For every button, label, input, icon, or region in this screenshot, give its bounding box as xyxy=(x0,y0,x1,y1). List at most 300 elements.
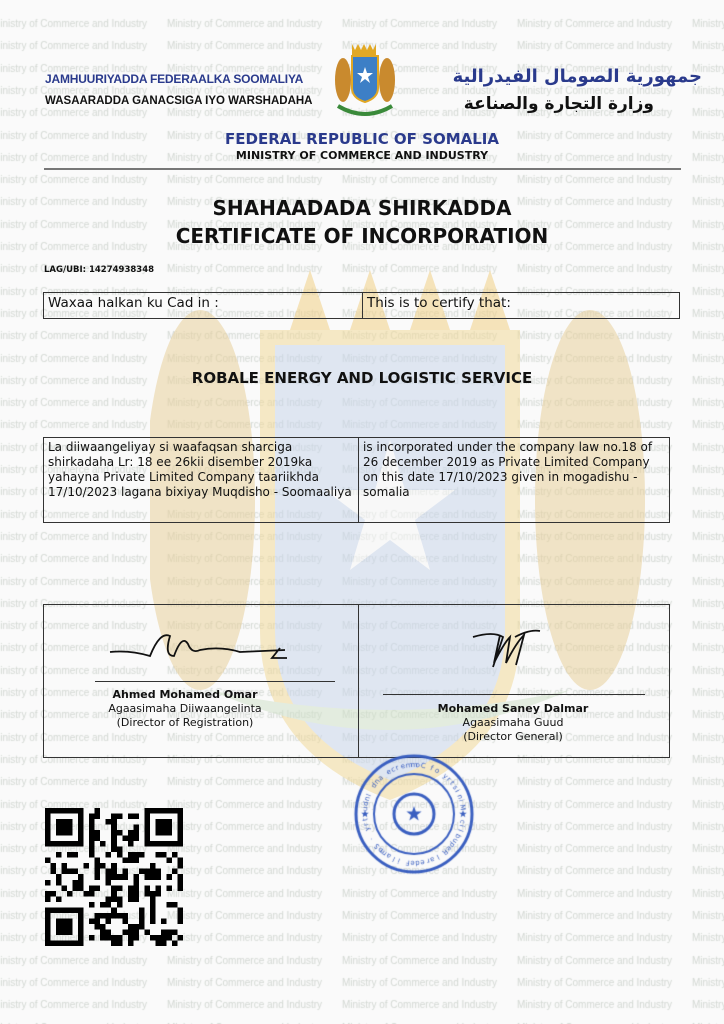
qr-module xyxy=(166,929,172,935)
qr-module xyxy=(133,885,139,891)
qr-module xyxy=(122,913,128,919)
qr-module xyxy=(155,841,161,847)
qr-module xyxy=(111,874,117,880)
qr-module xyxy=(166,874,172,880)
qr-module xyxy=(95,874,101,880)
qr-module xyxy=(161,841,167,847)
qr-module xyxy=(177,863,183,869)
qr-module xyxy=(45,929,51,935)
qr-module xyxy=(166,819,172,825)
qr-module xyxy=(89,885,95,891)
certify-table xyxy=(43,292,680,319)
qr-module xyxy=(51,940,57,946)
qr-module xyxy=(100,841,106,847)
qr-module xyxy=(117,847,123,853)
qr-module xyxy=(150,874,156,880)
qr-module xyxy=(177,913,183,919)
qr-module xyxy=(128,924,134,930)
qr-module xyxy=(161,935,167,941)
qr-module xyxy=(117,940,123,946)
qr-module xyxy=(177,825,183,831)
qr-module xyxy=(89,902,95,908)
qr-module xyxy=(45,819,51,825)
qr-module xyxy=(144,819,150,825)
qr-module xyxy=(62,907,68,913)
qr-module xyxy=(144,808,150,814)
qr-module xyxy=(56,918,62,924)
qr-module xyxy=(133,880,139,886)
qr-module xyxy=(155,940,161,946)
qr-module xyxy=(177,874,183,880)
qr-module xyxy=(106,896,112,902)
qr-module xyxy=(117,902,123,908)
qr-module xyxy=(144,825,150,831)
qr-module xyxy=(51,891,57,897)
qr-module xyxy=(150,891,156,897)
signatory-2-name: Mohamed Saney Dalmar xyxy=(437,702,589,715)
qr-module xyxy=(67,929,73,935)
qr-module xyxy=(78,885,84,891)
qr-module xyxy=(144,841,150,847)
qr-module xyxy=(166,935,172,941)
signature-line-2 xyxy=(383,694,645,695)
qr-module xyxy=(139,852,145,858)
qr-module xyxy=(73,852,79,858)
header-arabic-ministry: وزارة التجارة والصناعة xyxy=(463,94,654,114)
qr-module xyxy=(128,814,134,820)
qr-module xyxy=(144,869,150,875)
qr-module xyxy=(177,808,183,814)
qr-module xyxy=(155,935,161,941)
qr-module xyxy=(177,907,183,913)
qr-module xyxy=(166,841,172,847)
qr-module xyxy=(161,830,167,836)
qr-module xyxy=(150,896,156,902)
qr-module xyxy=(56,852,62,858)
certify-english: This is to certify that: xyxy=(363,293,680,319)
qr-module xyxy=(89,836,95,842)
qr-module xyxy=(155,830,161,836)
qr-module xyxy=(122,836,128,842)
qr-module xyxy=(139,924,145,930)
title-english: CERTIFICATE OF INCORPORATION xyxy=(175,224,549,248)
qr-module xyxy=(172,808,178,814)
qr-module xyxy=(106,902,112,908)
qr-module xyxy=(62,841,68,847)
qr-module xyxy=(150,869,156,875)
qr-module xyxy=(117,874,123,880)
official-seal xyxy=(352,752,476,876)
qr-module xyxy=(78,825,84,831)
qr-module xyxy=(67,869,73,875)
qr-module xyxy=(133,814,139,820)
qr-module xyxy=(177,819,183,825)
qr-module xyxy=(133,858,139,864)
qr-module xyxy=(67,924,73,930)
qr-module xyxy=(111,940,117,946)
qr-module xyxy=(56,896,62,902)
qr-module xyxy=(111,935,117,941)
qr-module xyxy=(62,918,68,924)
qr-module xyxy=(155,874,161,880)
qr-module xyxy=(128,896,134,902)
qr-module xyxy=(56,808,62,814)
qr-module xyxy=(177,830,183,836)
qr-module xyxy=(155,885,161,891)
qr-module xyxy=(172,869,178,875)
signature-line-1 xyxy=(95,681,335,682)
qr-module xyxy=(45,935,51,941)
qr-module xyxy=(51,907,57,913)
qr-module xyxy=(100,935,106,941)
qr-module xyxy=(78,874,84,880)
qr-module xyxy=(62,885,68,891)
qr-module xyxy=(155,891,161,897)
qr-module xyxy=(95,808,101,814)
qr-module xyxy=(128,891,134,897)
qr-module xyxy=(128,935,134,941)
qr-module xyxy=(62,819,68,825)
qr-module xyxy=(122,869,128,875)
qr-module xyxy=(100,913,106,919)
qr-module xyxy=(89,852,95,858)
qr-module xyxy=(111,869,117,875)
qr-module xyxy=(177,858,183,864)
header-somali-ministry: WASAARADDA GANACSIGA IYO WARSHADAHA xyxy=(45,95,313,107)
qr-module xyxy=(161,808,167,814)
qr-module xyxy=(150,907,156,913)
qr-module xyxy=(78,907,84,913)
qr-module xyxy=(111,836,117,842)
qr-module xyxy=(67,907,73,913)
qr-module xyxy=(100,924,106,930)
qr-module xyxy=(111,896,117,902)
qr-module xyxy=(111,830,117,836)
qr-module xyxy=(67,830,73,836)
qr-module xyxy=(56,880,62,886)
qr-module xyxy=(89,825,95,831)
qr-module xyxy=(45,940,51,946)
qr-module xyxy=(67,808,73,814)
qr-module xyxy=(51,869,57,875)
qr-code xyxy=(45,808,183,946)
qr-module xyxy=(155,869,161,875)
qr-module xyxy=(144,836,150,842)
qr-module xyxy=(45,808,51,814)
qr-module xyxy=(73,907,79,913)
qr-module xyxy=(172,902,178,908)
qr-module xyxy=(150,913,156,919)
qr-module xyxy=(111,841,117,847)
qr-module xyxy=(45,907,51,913)
qr-module xyxy=(144,891,150,897)
incorporation-table xyxy=(43,437,670,523)
qr-module xyxy=(95,830,101,836)
qr-module xyxy=(89,819,95,825)
qr-module xyxy=(150,902,156,908)
qr-module xyxy=(89,830,95,836)
qr-module xyxy=(150,918,156,924)
qr-module xyxy=(95,869,101,875)
qr-module xyxy=(45,841,51,847)
qr-module xyxy=(155,808,161,814)
qr-module xyxy=(144,874,150,880)
coat-of-arms-icon xyxy=(330,40,400,120)
qr-module xyxy=(78,929,84,935)
qr-module xyxy=(45,830,51,836)
qr-module xyxy=(128,830,134,836)
qr-module xyxy=(56,819,62,825)
qr-module xyxy=(67,825,73,831)
qr-module xyxy=(73,808,79,814)
qr-module xyxy=(62,869,68,875)
qr-module xyxy=(161,825,167,831)
qr-module xyxy=(177,935,183,941)
incorporation-somali: La diiwaangeliyay si waafaqsan sharciga shirkadaha Lr: 18 ee 26kii disember 2019ka yahayna Private Limited Company taariikhda 17/10/2023 lagana bixiyay Muqdisho - Soomaaliya xyxy=(44,438,359,523)
qr-module xyxy=(117,885,123,891)
qr-module xyxy=(111,891,117,897)
qr-module xyxy=(78,808,84,814)
qr-module xyxy=(133,836,139,842)
qr-module xyxy=(73,885,79,891)
qr-module xyxy=(89,814,95,820)
qr-module xyxy=(172,940,178,946)
qr-module xyxy=(51,841,57,847)
qr-module xyxy=(78,924,84,930)
qr-module xyxy=(161,852,167,858)
qr-module xyxy=(45,858,51,864)
qr-module xyxy=(95,918,101,924)
qr-module xyxy=(111,907,117,913)
qr-module xyxy=(166,902,172,908)
qr-module xyxy=(89,847,95,853)
qr-module xyxy=(166,825,172,831)
qr-module xyxy=(56,830,62,836)
header-english-ministry: MINISTRY OF COMMERCE AND INDUSTRY xyxy=(235,149,489,162)
qr-module xyxy=(78,880,84,886)
qr-module xyxy=(166,858,172,864)
qr-module xyxy=(128,841,134,847)
qr-module xyxy=(117,852,123,858)
qr-module xyxy=(62,940,68,946)
qr-module xyxy=(67,891,73,897)
qr-module xyxy=(45,880,51,886)
qr-module xyxy=(45,913,51,919)
qr-module xyxy=(45,924,51,930)
qr-module xyxy=(166,885,172,891)
qr-module xyxy=(106,929,112,935)
qr-module xyxy=(133,896,139,902)
qr-module xyxy=(133,924,139,930)
qr-module xyxy=(122,874,128,880)
qr-module xyxy=(56,907,62,913)
qr-module xyxy=(62,825,68,831)
qr-module xyxy=(78,841,84,847)
qr-module xyxy=(62,830,68,836)
qr-module xyxy=(111,825,117,831)
qr-module xyxy=(117,935,123,941)
header-english-republic: FEDERAL REPUBLIC OF SOMALIA xyxy=(225,130,499,148)
qr-module xyxy=(177,885,183,891)
qr-module xyxy=(56,874,62,880)
qr-module xyxy=(67,819,73,825)
qr-module xyxy=(78,836,84,842)
qr-module xyxy=(56,841,62,847)
qr-module xyxy=(155,852,161,858)
qr-module xyxy=(100,929,106,935)
qr-module xyxy=(78,940,84,946)
qr-module xyxy=(111,814,117,820)
qr-module xyxy=(106,869,112,875)
qr-module xyxy=(73,940,79,946)
qr-module xyxy=(139,913,145,919)
qr-module xyxy=(78,830,84,836)
qr-module xyxy=(78,819,84,825)
qr-module xyxy=(106,852,112,858)
qr-module xyxy=(95,924,101,930)
qr-module xyxy=(133,891,139,897)
qr-module xyxy=(106,880,112,886)
qr-module xyxy=(106,913,112,919)
qr-module xyxy=(51,863,57,869)
signatory-1-title-somali: Agaasimaha Diiwaangelinta xyxy=(108,702,262,715)
title-somali: SHAHAADADA SHIRKADDA xyxy=(212,196,512,220)
qr-module xyxy=(62,808,68,814)
qr-module xyxy=(100,863,106,869)
qr-module xyxy=(84,863,90,869)
qr-module xyxy=(111,863,117,869)
qr-module xyxy=(62,924,68,930)
qr-module xyxy=(117,896,123,902)
qr-module xyxy=(144,830,150,836)
qr-module xyxy=(51,808,57,814)
signatory-2-title-somali: Agaasimaha Guud xyxy=(462,716,564,729)
qr-module xyxy=(67,852,73,858)
company-name: ROBALE ENERGY AND LOGISTIC SERVICE xyxy=(191,369,533,387)
qr-module xyxy=(133,830,139,836)
signatory-1 xyxy=(60,688,310,730)
qr-module xyxy=(111,913,117,919)
signature-divider xyxy=(358,604,359,758)
qr-module xyxy=(89,891,95,897)
qr-module xyxy=(67,841,73,847)
qr-module xyxy=(95,885,101,891)
qr-module xyxy=(62,929,68,935)
qr-module xyxy=(133,825,139,831)
header-divider xyxy=(44,168,681,170)
qr-module xyxy=(139,907,145,913)
qr-module xyxy=(161,918,167,924)
qr-module xyxy=(111,847,117,853)
qr-module xyxy=(95,836,101,842)
qr-module xyxy=(155,819,161,825)
qr-module xyxy=(62,863,68,869)
qr-module xyxy=(166,830,172,836)
qr-module xyxy=(45,891,51,897)
qr-module xyxy=(139,869,145,875)
qr-module xyxy=(150,935,156,941)
qr-module xyxy=(73,880,79,886)
qr-module xyxy=(144,814,150,820)
qr-module xyxy=(172,852,178,858)
qr-module xyxy=(95,858,101,864)
qr-module xyxy=(89,935,95,941)
qr-module xyxy=(161,940,167,946)
qr-module xyxy=(133,935,139,941)
qr-module xyxy=(78,935,84,941)
qr-module xyxy=(128,929,134,935)
qr-module xyxy=(117,913,123,919)
qr-module xyxy=(150,863,156,869)
qr-module xyxy=(106,874,112,880)
qr-module xyxy=(56,924,62,930)
qr-module xyxy=(128,858,134,864)
qr-module xyxy=(45,896,51,902)
signatory-1-name: Ahmed Mohamed Omar xyxy=(112,688,258,701)
certify-somali: Waxaa halkan ku Cad in : xyxy=(44,293,363,319)
qr-module xyxy=(95,913,101,919)
qr-module xyxy=(56,940,62,946)
qr-module xyxy=(45,825,51,831)
qr-module xyxy=(89,841,95,847)
qr-module xyxy=(84,891,90,897)
qr-module xyxy=(166,808,172,814)
qr-module xyxy=(111,819,117,825)
qr-module xyxy=(133,852,139,858)
qr-module xyxy=(122,858,128,864)
qr-module xyxy=(67,940,73,946)
qr-module xyxy=(45,814,51,820)
qr-module xyxy=(128,940,134,946)
qr-module xyxy=(100,902,106,908)
qr-module xyxy=(172,841,178,847)
qr-module xyxy=(122,918,128,924)
qr-module xyxy=(133,929,139,935)
qr-module xyxy=(177,918,183,924)
qr-module xyxy=(161,929,167,935)
qr-module xyxy=(161,819,167,825)
header-somali-republic: JAMHUURIYADDA FEDERAALKA SOOMALIYA xyxy=(45,72,304,86)
qr-module xyxy=(122,929,128,935)
qr-module xyxy=(117,830,123,836)
qr-module xyxy=(128,852,134,858)
qr-module xyxy=(128,836,134,842)
qr-module xyxy=(56,929,62,935)
qr-module xyxy=(106,935,112,941)
qr-module xyxy=(177,880,183,886)
qr-module xyxy=(45,918,51,924)
header-arabic-republic: جمهورية الصومال الفيدرالية xyxy=(452,66,702,87)
registration-number: LAG/UBI: 14274938348 xyxy=(44,265,155,275)
qr-module xyxy=(117,814,123,820)
qr-module xyxy=(177,814,183,820)
qr-module xyxy=(95,814,101,820)
qr-module xyxy=(95,863,101,869)
signatory-2 xyxy=(388,702,638,744)
qr-module xyxy=(172,929,178,935)
qr-module xyxy=(78,814,84,820)
qr-module xyxy=(56,825,62,831)
qr-module xyxy=(89,918,95,924)
qr-module xyxy=(144,885,150,891)
qr-module xyxy=(73,841,79,847)
qr-module xyxy=(67,918,73,924)
qr-module xyxy=(45,836,51,842)
qr-module xyxy=(106,819,112,825)
signature-2 xyxy=(465,625,545,675)
qr-module xyxy=(133,874,139,880)
qr-module xyxy=(177,841,183,847)
